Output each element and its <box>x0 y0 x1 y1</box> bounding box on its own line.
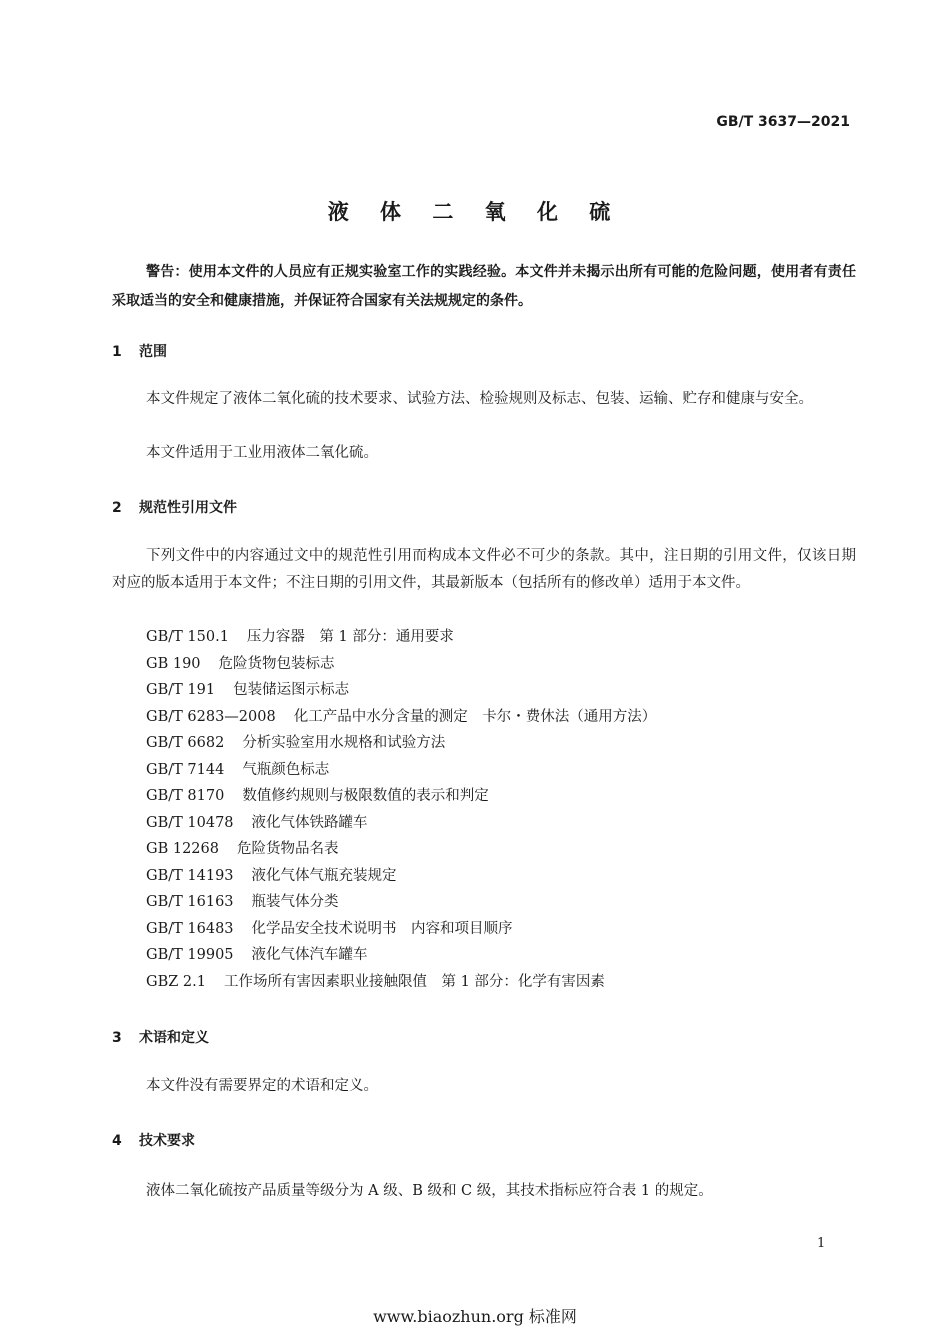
section-number: 1 <box>112 344 122 360</box>
reference-code: GBZ 2.1 <box>146 973 206 990</box>
reference-code: GB/T 150.1 <box>146 629 229 645</box>
normative-references-list <box>146 624 656 995</box>
reference-item <box>146 730 656 757</box>
warning-paragraph: 警告：使用本文件的人员应有正规实验室工作的实践经验。本文件并未揭示出所有可能的危险问题，使用者有责任采取适当的安全和健康措施，并保证符合国家有关法规规定的条件。 <box>112 264 856 309</box>
reference-code: GB/T 8170 <box>146 788 225 804</box>
reference-item <box>146 889 656 916</box>
section-number: 4 <box>112 1133 122 1149</box>
section-2-paragraph-1: 下列文件中的内容通过文中的规范性引用而构成本文件必不可少的条款。其中，注日期的引用文件，仅该日期对应的版本适用于本文件；不注日期的引用文件，其最新版本（包括所有的修改单）适用于本文件。 <box>112 548 856 591</box>
reference-title: 液化气体铁路罐车 <box>251 814 368 831</box>
reference-item <box>146 757 656 784</box>
reference-title: 危险货物包装标志 <box>218 655 335 672</box>
standard-id: GB/T 3637—2021 <box>716 114 850 130</box>
section-4-heading <box>112 1130 195 1150</box>
reference-code: GB/T 7144 <box>146 761 225 778</box>
section-number: 3 <box>112 1030 122 1046</box>
reference-title: 化学品安全技术说明书 内容和项目顺序 <box>251 920 513 937</box>
section-number: 2 <box>112 500 122 516</box>
section-3-heading <box>112 1027 209 1047</box>
reference-item <box>146 624 656 651</box>
reference-title: 气瓶颜色标志 <box>242 761 330 778</box>
section-title: 规范性引用文件 <box>139 500 237 516</box>
reference-code: GB/T 16483 <box>146 920 234 937</box>
footer-watermark: www.biaozhun.org 标准网 <box>373 1307 577 1326</box>
reference-item <box>146 810 656 837</box>
section-1-paragraph-2: 本文件适用于工业用液体二氧化硫。 <box>146 445 378 461</box>
reference-code: GB/T 10478 <box>146 814 234 831</box>
section-4-paragraph-1: 液体二氧化硫按产品质量等级分为 A 级、B 级和 C 级，其技术指标应符合表 1 的规定。 <box>146 1183 713 1199</box>
section-title: 术语和定义 <box>139 1030 209 1046</box>
reference-title: 包装储运图示标志 <box>233 682 350 698</box>
reference-code: GB/T 19905 <box>146 947 234 963</box>
reference-code: GB/T 6283—2008 <box>146 708 276 725</box>
reference-title: 工作场所有害因素职业接触限值 第 1 部分：化学有害因素 <box>223 973 605 990</box>
section-3-paragraph-1: 本文件没有需要界定的术语和定义。 <box>146 1078 378 1094</box>
reference-item <box>146 704 656 731</box>
reference-item <box>146 969 656 996</box>
reference-item <box>146 783 656 810</box>
reference-title: 化工产品中水分含量的测定 卡尔・费休法（通用方法） <box>293 708 657 725</box>
reference-title: 数值修约规则与极限数值的表示和判定 <box>242 788 489 804</box>
reference-item <box>146 942 656 969</box>
reference-code: GB 190 <box>146 655 201 672</box>
reference-title: 液化气体汽车罐车 <box>251 947 368 963</box>
reference-title: 压力容器 第 1 部分：通用要求 <box>246 629 454 645</box>
reference-title: 瓶装气体分类 <box>251 894 339 910</box>
reference-code: GB/T 16163 <box>146 894 234 910</box>
reference-item <box>146 836 656 863</box>
section-2-heading <box>112 497 237 517</box>
reference-item <box>146 863 656 890</box>
reference-code: GB/T 6682 <box>146 735 225 751</box>
reference-title: 液化气体气瓶充装规定 <box>251 867 397 884</box>
reference-code: GB 12268 <box>146 841 219 857</box>
reference-item <box>146 677 656 704</box>
section-1-heading <box>112 341 167 361</box>
page-number: 1 <box>817 1236 826 1251</box>
section-title: 技术要求 <box>139 1133 195 1149</box>
reference-title: 分析实验室用水规格和试验方法 <box>242 735 446 751</box>
reference-item <box>146 651 656 678</box>
reference-code: GB/T 191 <box>146 682 216 698</box>
document-title: 液 体 二 氧 化 硫 <box>327 200 623 224</box>
reference-code: GB/T 14193 <box>146 867 234 884</box>
reference-item <box>146 916 656 943</box>
reference-title: 危险货物品名表 <box>236 841 339 857</box>
section-1-paragraph-1: 本文件规定了液体二氧化硫的技术要求、试验方法、检验规则及标志、包装、运输、贮存和健康与安全。 <box>146 391 813 407</box>
section-title: 范围 <box>139 344 167 360</box>
